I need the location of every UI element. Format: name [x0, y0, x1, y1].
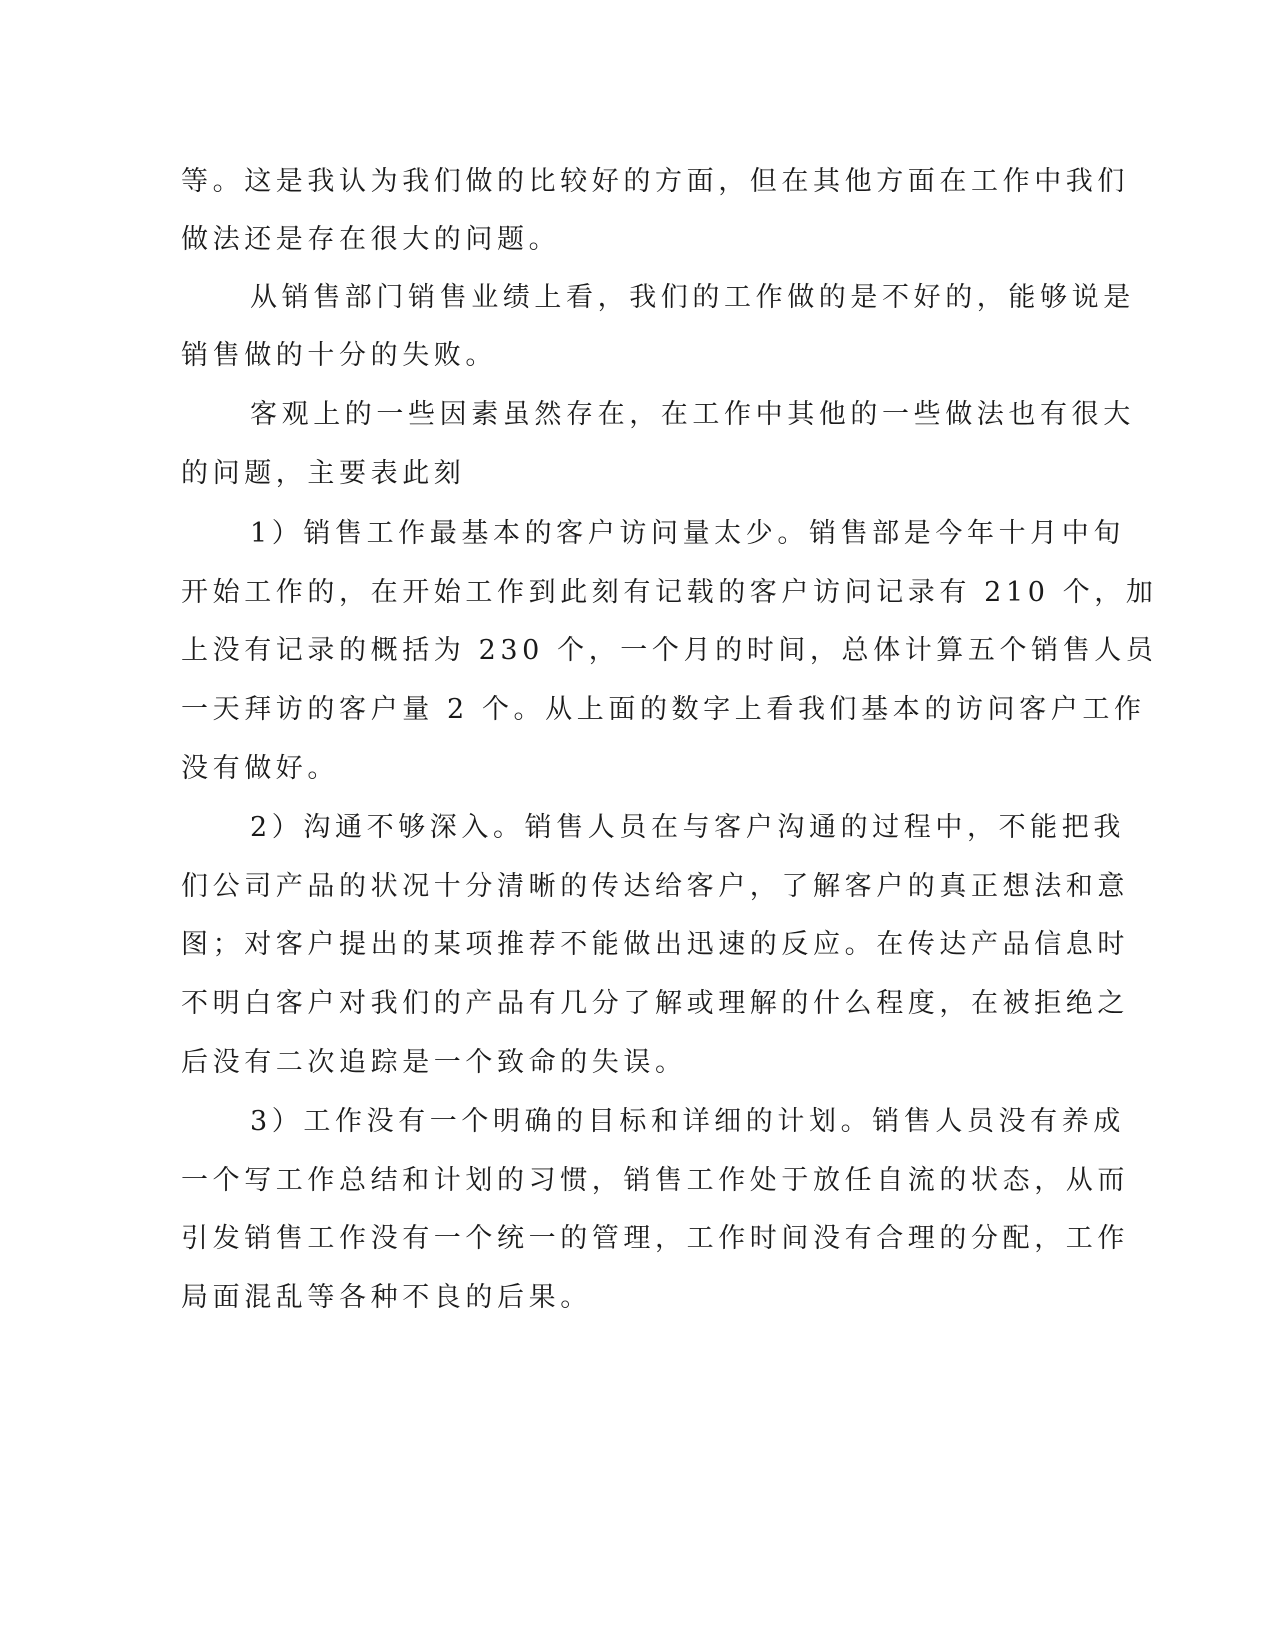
text-line: 一天拜访的客户量 2 个。从上面的数字上看我们基本的访问客户工作 — [181, 694, 1146, 725]
paragraph-first-line: 从销售部门销售业绩上看，我们的工作做的是不好的，能够说是 — [250, 282, 1135, 313]
text-line: 后没有二次追踪是一个致命的失误。 — [181, 1047, 687, 1078]
text-line: 不明白客户对我们的产品有几分了解或理解的什么程度，在被拒绝之 — [181, 988, 1129, 1019]
text-line: 引发销售工作没有一个统一的管理，工作时间没有合理的分配，工作 — [181, 1223, 1129, 1254]
text-line: 一个写工作总结和计划的习惯，销售工作处于放任自流的状态，从而 — [181, 1165, 1129, 1196]
text-line: 局面混乱等各种不良的后果。 — [181, 1282, 592, 1313]
text-line: 做法还是存在很大的问题。 — [181, 224, 561, 255]
list-item-3-first-line: 3）工作没有一个明确的目标和详细的计划。销售人员没有养成 — [250, 1106, 1125, 1137]
list-item-2-first-line: 2）沟通不够深入。销售人员在与客户沟通的过程中，不能把我 — [250, 812, 1125, 843]
text-line: 等。这是我认为我们做的比较好的方面，但在其他方面在工作中我们 — [181, 166, 1129, 197]
list-item-1-first-line: 1）销售工作最基本的客户访问量太少。销售部是今年十月中旬 — [250, 518, 1125, 549]
text-line: 没有做好。 — [181, 753, 339, 784]
text-line: 上没有记录的概括为 230 个，一个月的时间，总体计算五个销售人员 — [181, 635, 1158, 666]
paragraph-first-line: 客观上的一些因素虽然存在，在工作中其他的一些做法也有很大 — [250, 399, 1135, 430]
text-line: 开始工作的，在开始工作到此刻有记载的客户访问记录有 210 个，加 — [181, 577, 1158, 608]
text-line: 图；对客户提出的某项推荐不能做出迅速的反应。在传达产品信息时 — [181, 929, 1129, 960]
text-line: 们公司产品的状况十分清晰的传达给客户，了解客户的真正想法和意 — [181, 871, 1129, 902]
text-line: 销售做的十分的失败。 — [181, 340, 497, 371]
text-line: 的问题，主要表此刻 — [181, 458, 466, 489]
